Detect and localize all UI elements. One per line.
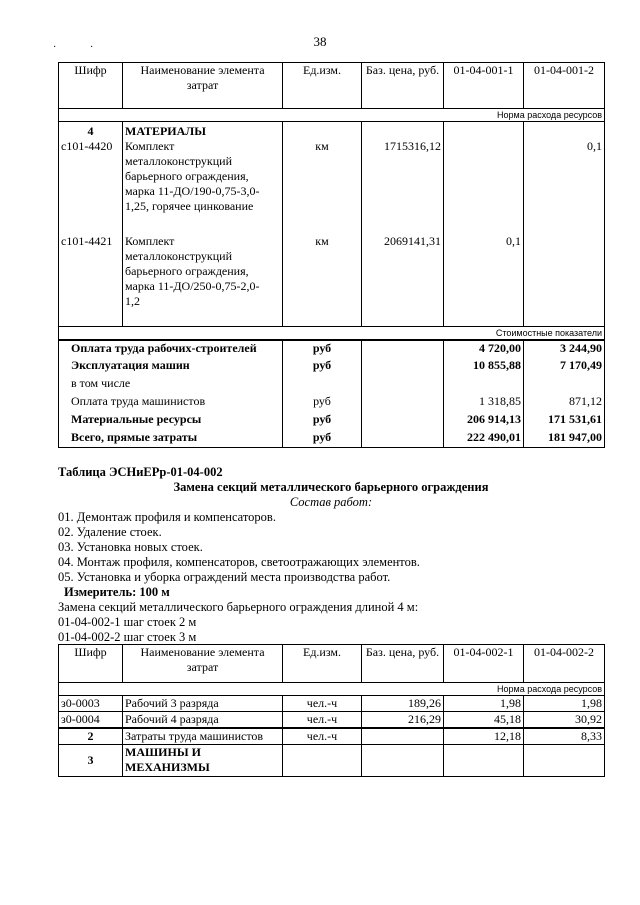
material-unit: км — [283, 234, 362, 326]
machinist-v2: 8,33 — [524, 728, 605, 745]
header-col2: 01-04-001-2 — [524, 63, 605, 109]
material-v2: 0,1 — [524, 139, 605, 234]
table-title: Таблица ЭСНиЕРр-01-04-002 — [58, 465, 223, 479]
header-name: Наименование элемента затрат — [123, 63, 283, 109]
variant: 01-04-002-1 шаг стоек 2 м — [58, 615, 197, 629]
resource-table-2 — [58, 644, 605, 777]
variant: 01-04-002-2 шаг стоек 3 м — [58, 630, 197, 644]
material-name: Комплект металлоконструкций барьерного ограждения, марка 11-ДО/250-0,75-2,0- 1,2 — [123, 234, 283, 326]
section-heading: Замена секций металлического барьерного ограждения — [173, 480, 489, 494]
cost-row — [59, 430, 605, 448]
labor-unit: чел.-ч — [283, 696, 362, 712]
cost-v1: 1 318,85 — [444, 394, 524, 412]
cost-name: Материальные ресурсы — [59, 412, 283, 430]
work-item: 03. Установка новых стоек. — [58, 540, 203, 554]
cost-row — [59, 376, 605, 394]
cost-name: Всего, прямые затраты — [59, 430, 283, 448]
machinist-code: 2 — [59, 728, 123, 745]
cost-v1: 4 720,00 — [444, 340, 524, 358]
material-unit: км — [283, 139, 362, 234]
machines-section-row — [59, 745, 605, 777]
cost-unit: руб — [283, 340, 362, 358]
labor-price: 189,26 — [362, 696, 444, 712]
material-v2 — [524, 234, 605, 326]
cost-unit: руб — [283, 358, 362, 376]
machinist-labor-row — [59, 728, 605, 745]
section-title: МАТЕРИАЛЫ — [123, 122, 283, 140]
header-unit: Ед.изм. — [283, 63, 362, 109]
machinist-unit: чел.-ч — [283, 728, 362, 745]
table-header-row — [59, 645, 605, 683]
machinist-name: Затраты труда машинистов — [123, 728, 283, 745]
material-name: Комплект металлоконструкций барьерного ограждения, марка 11-ДО/190-0,75-3,0- 1,25, горячее цинкование — [123, 139, 283, 234]
cost-v2: 181 947,00 — [524, 430, 605, 448]
cost-label-row — [59, 326, 605, 340]
cost-unit: руб — [283, 430, 362, 448]
cost-row — [59, 394, 605, 412]
header-price: Баз. цена, руб. — [362, 645, 444, 683]
header-col2: 01-04-002-2 — [524, 645, 605, 683]
section-number: 4 — [59, 122, 123, 140]
material-v1: 0,1 — [444, 234, 524, 326]
material-v1 — [444, 139, 524, 234]
material-price: 1715316,12 — [362, 139, 444, 234]
header-col1: 01-04-001-1 — [444, 63, 524, 109]
norm-label: Норма расхода ресурсов — [59, 109, 605, 122]
header-price: Баз. цена, руб. — [362, 63, 444, 109]
cost-v2: 171 531,61 — [524, 412, 605, 430]
cost-name: Оплата труда машинистов — [59, 394, 283, 412]
header-unit: Ед.изм. — [283, 645, 362, 683]
cost-v1: 10 855,88 — [444, 358, 524, 376]
labor-price: 216,29 — [362, 712, 444, 729]
table-header-row — [59, 63, 605, 109]
machinist-v1: 12,18 — [444, 728, 524, 745]
resource-table-1 — [58, 62, 605, 448]
labor-unit: чел.-ч — [283, 712, 362, 729]
scan-mark: · — [53, 42, 57, 53]
work-item: 02. Удаление стоек. — [58, 525, 162, 539]
page-number: 38 — [313, 34, 327, 49]
cost-v2: 7 170,49 — [524, 358, 605, 376]
meter: Измеритель: 100 м — [64, 585, 170, 599]
material-price: 2069141,31 — [362, 234, 444, 326]
cost-v1: 206 914,13 — [444, 412, 524, 430]
cost-label: Стоимостные показатели — [59, 326, 605, 340]
header-code: Шифр — [59, 63, 123, 109]
work-item: 04. Монтаж профиля, компенсаторов, светоотражающих элементов. — [58, 555, 420, 569]
cost-v2: 871,12 — [524, 394, 605, 412]
labor-v1: 1,98 — [444, 696, 524, 712]
machines-section-number: 3 — [59, 745, 123, 777]
cost-unit: руб — [283, 394, 362, 412]
header-col1: 01-04-002-1 — [444, 645, 524, 683]
labor-row — [59, 712, 605, 729]
header-code: Шифр — [59, 645, 123, 683]
norm-label-row — [59, 109, 605, 122]
header-name: Наименование элемента затрат — [123, 645, 283, 683]
section-row — [59, 122, 605, 140]
scan-mark: · — [90, 42, 94, 53]
material-code: с101-4420 — [59, 139, 123, 234]
norm-label: Норма расхода ресурсов — [59, 683, 605, 696]
material-row — [59, 234, 605, 326]
labor-v2: 1,98 — [524, 696, 605, 712]
cost-v2: 3 244,90 — [524, 340, 605, 358]
cost-unit: руб — [283, 412, 362, 430]
machinist-price — [362, 728, 444, 745]
cost-row — [59, 340, 605, 358]
cost-name: Эксплуатация машин — [59, 358, 283, 376]
labor-name: Рабочий 3 разряда — [123, 696, 283, 712]
cost-row — [59, 412, 605, 430]
replacement-desc: Замена секций металлического барьерного ограждения длиной 4 м: — [58, 600, 419, 614]
material-row — [59, 139, 605, 234]
labor-v2: 30,92 — [524, 712, 605, 729]
cost-name: в том числе — [59, 376, 283, 394]
labor-v1: 45,18 — [444, 712, 524, 729]
works-subtitle: Состав работ: — [289, 495, 373, 509]
work-item: 05. Установка и уборка ограждений места производства работ. — [58, 570, 391, 584]
labor-row — [59, 696, 605, 712]
labor-name: Рабочий 4 разряда — [123, 712, 283, 729]
norm-label-row — [59, 683, 605, 696]
labor-code: з0-0003 — [59, 696, 123, 712]
cost-name: Оплата труда рабочих-строителей — [59, 340, 283, 358]
cost-row — [59, 358, 605, 376]
labor-code: з0-0004 — [59, 712, 123, 729]
cost-v1: 222 490,01 — [444, 430, 524, 448]
machines-section-title: МАШИНЫ И МЕХАНИЗМЫ — [123, 745, 283, 777]
work-item: 01. Демонтаж профиля и компенсаторов. — [58, 510, 276, 524]
material-code: с101-4421 — [59, 234, 123, 326]
